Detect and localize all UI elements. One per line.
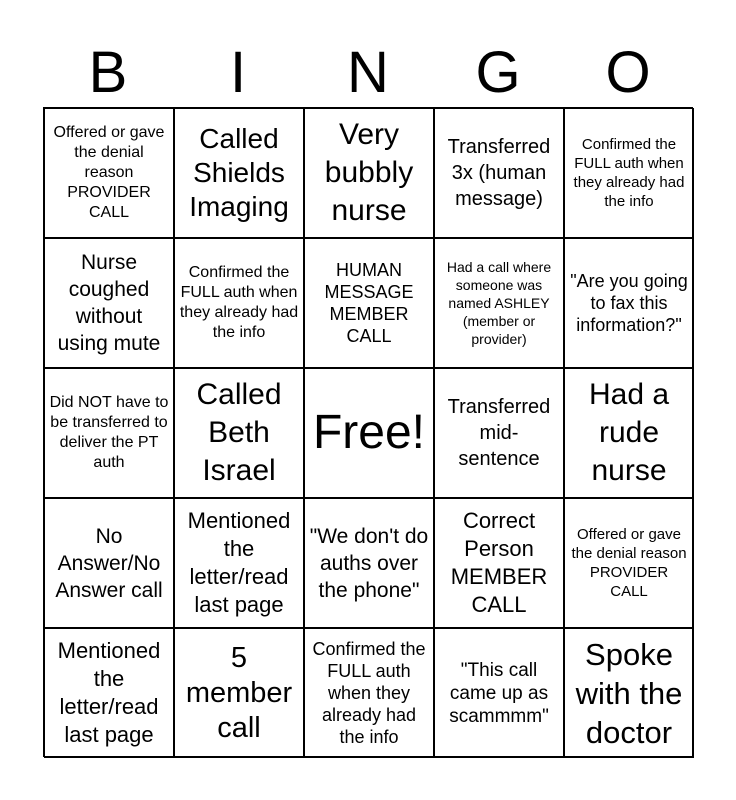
header-letter-i: I [229,40,247,105]
bingo-cell[interactable] [44,238,174,368]
bingo-cell[interactable] [174,238,304,368]
bingo-cell[interactable] [434,108,564,238]
bingo-cell[interactable] [44,628,174,758]
bingo-cell[interactable] [434,628,564,758]
bingo-cell[interactable] [44,498,174,628]
bingo-cell[interactable] [44,368,174,498]
cell-text: "We don't do auths over the phone" [309,524,429,602]
bingo-board [43,107,693,757]
bingo-cell[interactable] [564,238,694,368]
cell-text: Offered or gave the denial reason PROVIDER CALL [571,526,687,600]
cell-text: Had a rude nurse [588,378,670,487]
cell-text: Correct Person MEMBER CALL [450,508,548,617]
bingo-cell[interactable] [434,498,564,628]
cell-text: Confirmed the FULL auth when they already had the info [312,639,426,747]
header-letter-n: N [347,40,389,105]
cell-text: 5 member call [185,641,293,744]
cell-text: "Are you going to fax this information?" [570,271,688,335]
header-letter-b: B [88,40,128,105]
cell-text: Confirmed the FULL auth when they already had the info [573,136,685,210]
bingo-cell[interactable] [304,628,434,758]
cell-text: Mentioned the letter/read last page [187,508,291,617]
cell-text: Free! [312,406,426,459]
cell-text: Very bubbly nurse [324,118,414,227]
bingo-cell[interactable] [174,368,304,498]
bingo-header [43,38,693,108]
cell-text: Confirmed the FULL auth when they already had the info [179,264,299,341]
bingo-cell[interactable] [434,238,564,368]
bingo-cell[interactable] [304,238,434,368]
bingo-cell[interactable] [304,108,434,238]
cell-text: No Answer/No Answer call [55,524,163,602]
cell-text: Called Shields Imaging [189,123,289,222]
cell-text: Spoke with the doctor [575,636,683,750]
free-space[interactable] [304,368,434,498]
bingo-cell[interactable] [434,368,564,498]
cell-text: Offered or gave the denial reason PROVIDER CALL [53,124,165,221]
cell-text: Transferred mid-sentence [447,396,551,470]
cell-text: HUMAN MESSAGE MEMBER CALL [324,260,414,346]
cell-text: Nurse coughed without using mute [57,251,161,355]
cell-text: "This call came up as scammmm" [449,659,549,727]
bingo-cell[interactable] [304,498,434,628]
bingo-cell[interactable] [174,628,304,758]
header-letter-o: O [605,40,651,105]
cell-text: Did NOT have to be transferred to deliver the PT auth [49,394,169,471]
bingo-cell[interactable] [174,498,304,628]
cell-text: Transferred 3x (human message) [447,136,551,210]
header-letter-g: G [475,40,521,105]
cell-text: Mentioned the letter/read last page [57,638,161,747]
bingo-cell[interactable] [564,628,694,758]
cell-text: Called Beth Israel [196,378,282,487]
bingo-cell[interactable] [564,108,694,238]
bingo-cell[interactable] [174,108,304,238]
cell-text: Had a call where someone was named ASHLEY (member or provider) [446,259,552,347]
bingo-cell[interactable] [564,368,694,498]
bingo-cell[interactable] [564,498,694,628]
bingo-cell[interactable] [44,108,174,238]
